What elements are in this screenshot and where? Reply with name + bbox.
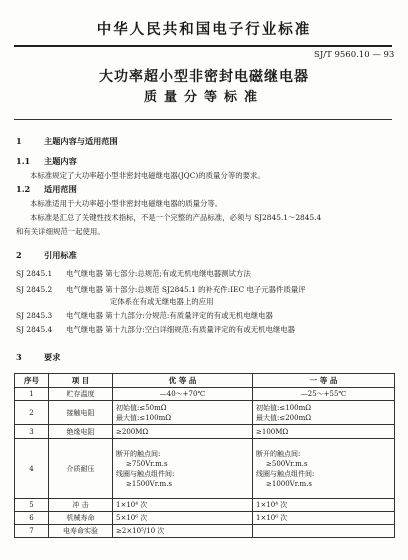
section-number: 1.2 — [16, 184, 31, 194]
reference-item — [16, 310, 273, 321]
reference-item — [16, 324, 295, 335]
row-item: 接触电阻 — [49, 401, 113, 425]
section-number: 3 — [16, 352, 22, 362]
top-grade-value: —40～+70℃ — [113, 388, 253, 401]
table-row — [15, 525, 395, 538]
top-grade-line: 线圈与触点组件间: — [116, 469, 175, 478]
section-number: 1.1 — [16, 156, 31, 166]
row-number: 5 — [15, 499, 49, 512]
row-item: 机械寿命 — [49, 512, 113, 525]
first-grade-line: ≥1000Vr.m.s — [266, 479, 312, 488]
first-grade-value: 1×10⁶ 次 — [253, 512, 395, 525]
first-grade-line: 最大值:≤200mΩ — [256, 413, 312, 422]
first-grade-value: ≥100MΩ — [253, 425, 395, 439]
document-subtitle: 质量分等标准 — [143, 90, 264, 105]
reference-text: 电气继电器 第十九部分:空白详细规范:有质量评定的有或无机电继电器 — [66, 325, 296, 334]
section-title: 主题内容 — [44, 156, 77, 166]
standard-number: SJ/T 9560.10 — 93 — [314, 50, 395, 60]
row-number: 2 — [15, 401, 49, 425]
section-title: 引用标准 — [44, 250, 77, 260]
first-grade-value — [253, 525, 395, 538]
top-grade-value — [113, 401, 253, 425]
title-rule — [14, 119, 392, 120]
table-row — [15, 439, 395, 499]
top-grade-value: ≥200MΩ — [113, 425, 253, 439]
top-grade-value: 1×10⁴ 次 — [113, 499, 253, 512]
document-title: 大功率超小型非密封电磁继电器 — [99, 69, 309, 85]
first-grade-value — [253, 439, 395, 499]
first-grade-line: 断开的触点间: — [256, 449, 301, 458]
row-item: 冲 击 — [49, 499, 113, 512]
reference-continuation: 定体系在有或无继电器上的应用 — [110, 297, 214, 306]
section-number: 1 — [16, 136, 22, 146]
section-1-2-body-1: 本标准适用于大功率超小型非密封电磁继电器的质量分等。 — [30, 199, 223, 208]
column-header: 序号 — [15, 374, 49, 388]
section-1-2-body-3: 和有关详细规范一起使用。 — [16, 227, 105, 236]
section-1-2-heading — [16, 184, 77, 195]
reference-text: 电气继电器 第七部分:总规范;有或无机电继电器测试方法 — [66, 269, 251, 278]
table-row — [15, 401, 395, 425]
row-number: 6 — [15, 512, 49, 525]
header-rule — [14, 45, 392, 47]
reference-item — [16, 284, 306, 295]
row-number: 7 — [15, 525, 49, 538]
reference-text: 电气继电器 第十九部分:分规范:有质量评定的有或无机电继电器 — [66, 311, 273, 320]
table-row — [15, 388, 395, 401]
requirements-table — [14, 373, 395, 538]
top-grade-line: ≥750Vr.m.s — [126, 459, 168, 468]
section-title: 主题内容与适用范围 — [44, 136, 118, 146]
table-row — [15, 425, 395, 439]
reference-text: 电气继电器 第十部分:总规范 SJ2845.1 的补充件:IEC 电子元器件质量评 — [66, 285, 306, 294]
column-header: 一 等 品 — [253, 374, 395, 388]
first-grade-line: ≥500Vr.m.s — [266, 459, 308, 468]
section-3-heading — [16, 352, 60, 363]
row-number: 4 — [15, 439, 49, 499]
row-item: 电寿命实验 — [49, 525, 113, 538]
table-header-row — [15, 374, 395, 388]
row-item: 介质耐压 — [49, 439, 113, 499]
section-number: 2 — [16, 250, 22, 260]
standard-org-header: 中华人民共和国电子行业标准 — [96, 21, 312, 38]
top-grade-line: 断开的触点间: — [116, 449, 161, 458]
top-grade-line: 最大值:≤100mΩ — [116, 413, 172, 422]
table-row — [15, 499, 395, 512]
reference-code: SJ 2845.3 — [16, 311, 53, 320]
top-grade-value: 5×10⁶ 次 — [113, 512, 253, 525]
reference-code: SJ 2845.4 — [16, 325, 53, 334]
first-grade-line: 初始值:≤100mΩ — [256, 403, 312, 412]
section-1-heading — [16, 136, 118, 147]
top-grade-line: 初始值:≤50mΩ — [116, 403, 167, 412]
row-item: 绝缘电阻 — [49, 425, 113, 439]
section-1-1-heading — [16, 156, 77, 167]
section-2-heading — [16, 250, 77, 261]
top-grade-value — [113, 439, 253, 499]
reference-item — [16, 268, 251, 279]
top-grade-value: ≥2×10⁵/10 次 — [113, 525, 253, 538]
first-grade-line: 线圈与触点组件间: — [256, 469, 315, 478]
section-title: 适用范围 — [44, 184, 77, 194]
section-1-2-body-2: 本标准是汇总了关键性技术指标，不是一个完整的产品标准，必须与 SJ2845.1～2845.4 — [30, 213, 322, 222]
table-row — [15, 512, 395, 525]
first-grade-value: 1×10⁴ 次 — [253, 499, 395, 512]
column-header: 项 目 — [49, 374, 113, 388]
row-item: 贮存温度 — [49, 388, 113, 401]
row-number: 1 — [15, 388, 49, 401]
first-grade-value: —25～+55℃ — [253, 388, 395, 401]
reference-code: SJ 2845.1 — [16, 269, 53, 278]
reference-code: SJ 2845.2 — [16, 285, 53, 294]
row-number: 3 — [15, 425, 49, 439]
first-grade-value — [253, 401, 395, 425]
section-1-1-body: 本标准规定了大功率超小型非密封电磁继电器(JQC)的质量分等的要求。 — [30, 171, 265, 180]
top-grade-line: ≥1500Vr.m.s — [126, 479, 172, 488]
column-header: 优 等 品 — [113, 374, 253, 388]
section-title: 要求 — [44, 352, 61, 362]
